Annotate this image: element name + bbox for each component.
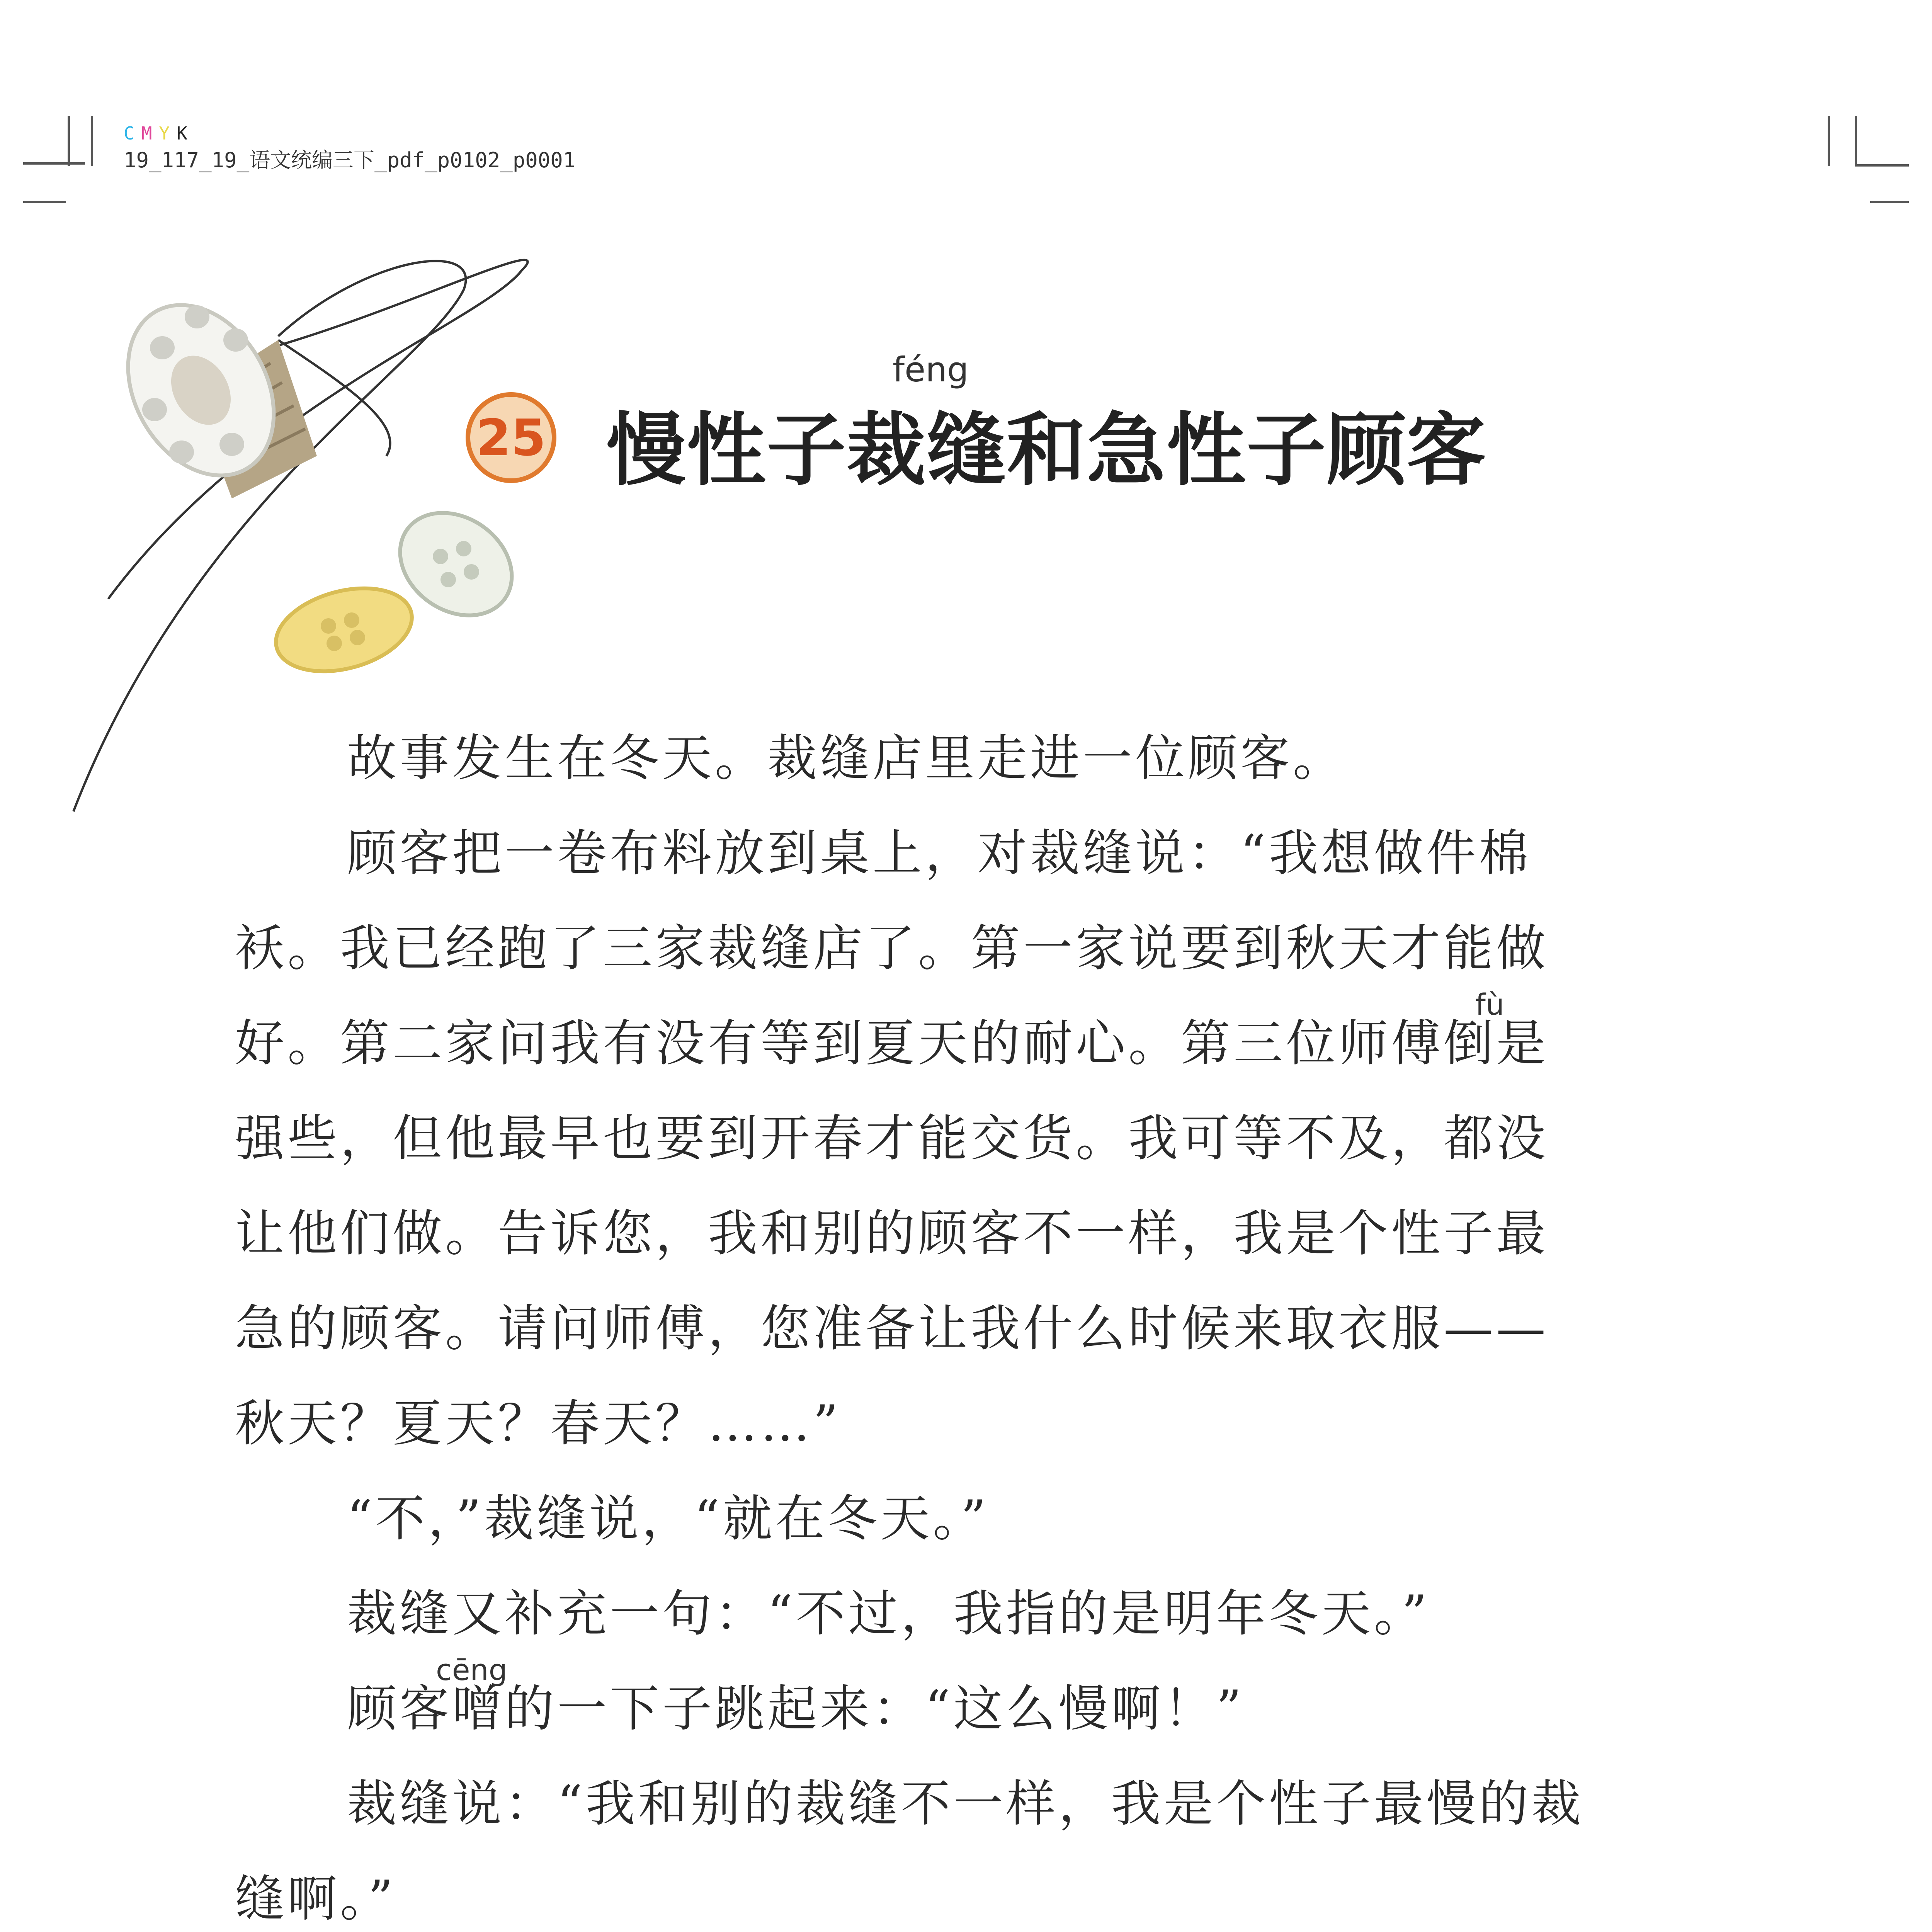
crop-mark [1855,116,1857,166]
paragraph-line: 缝啊。” [235,1870,396,1928]
crop-mark [1855,164,1909,167]
crop-mark [1828,116,1830,166]
paragraph-line: 故事发生在冬天。裁缝店里走进一位顾客。 [347,730,1346,787]
cmyk-marks: CMYK [124,123,194,144]
lesson-number-badge: 25 [466,392,556,483]
paragraph-line: 顾客把一卷布料放到桌上，对裁缝说：“我想做件棉 [347,825,1532,882]
pinyin-annotation: cēng [436,1653,507,1687]
paragraph-line-text: 顾客噌的一下子跳起来：“这么慢啊！” [347,1680,1245,1738]
crop-mark [1870,201,1909,203]
title-pinyin-annotation: féng [893,350,969,389]
paragraph-line: 急的顾客。请问师傅，您准备让我什么时候来取衣服—— [235,1300,1549,1357]
paragraph-line: 让他们做。告诉您，我和别的顾客不一样，我是个性子最 [235,1205,1549,1262]
print-slug: 19_117_19_语文统编三下_pdf_p0102_p0001 [124,148,576,172]
lesson-title: 慢性子裁缝和急性子顾客 [607,405,1486,497]
paragraph-line-with-pinyin [235,1653,1626,1757]
paragraph-line: “不，”裁缝说，“就在冬天。” [347,1490,989,1548]
paragraph-line: 袄。我已经跑了三家裁缝店了。第一家说要到秋天才能做 [235,920,1549,977]
spool-icon [99,279,317,502]
yellow-button-icon [267,575,421,685]
paragraph-line: 强些，但他最早也要到开春才能交货。我可等不及，都没 [235,1110,1549,1167]
paragraph-line: 裁缝说：“我和别的裁缝不一样，我是个性子最慢的裁 [347,1775,1584,1833]
paragraph-line-text: 好。第二家问我有没有等到夏天的耐心。第三位师傅倒是 [235,1015,1549,1072]
paragraph-line: 秋天？夏天？春天？……” [235,1395,842,1452]
lesson-body [235,711,1626,1932]
paragraph-line: 裁缝又补充一句：“不过，我指的是明年冬天。” [347,1585,1430,1643]
pinyin-annotation: fù [1475,987,1504,1022]
paragraph-line-with-pinyin [235,987,1626,1091]
